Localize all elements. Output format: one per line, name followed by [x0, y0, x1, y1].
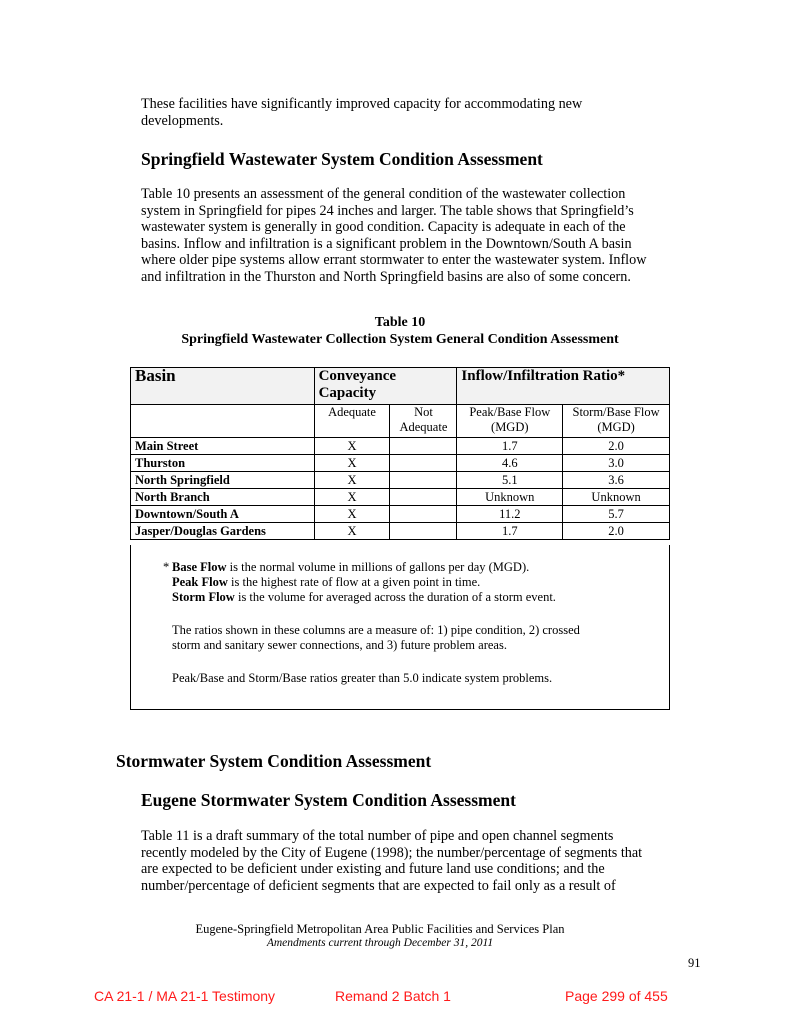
- header-conveyance-capacity: Conveyance Capacity: [314, 368, 457, 405]
- cell-storm-base: 3.0: [563, 455, 670, 472]
- table-notes: [130, 545, 670, 710]
- cell-adequate: X: [314, 438, 390, 455]
- def-storm-flow: is the volume for averaged across the duration of a storm event.: [234, 590, 556, 604]
- condition-assessment-table: [130, 367, 670, 540]
- paragraph-line: Table 11 is a draft summary of the total number of pipe and open channel segments: [141, 828, 614, 844]
- table-row: [131, 489, 670, 506]
- table-row: [131, 506, 670, 523]
- cell-not-adequate: [390, 455, 457, 472]
- paragraph-line: system in Springfield for pipes 24 inches and larger. The table shows that Springfield’s: [141, 202, 634, 219]
- subheader-blank: [131, 405, 315, 438]
- table-row: [131, 523, 670, 540]
- paragraph-line: number/percentage of deficient segments that are expected to fail only as a result of: [141, 877, 616, 894]
- cell-peak-base: 11.2: [457, 506, 563, 523]
- note-storm-flow: [172, 590, 662, 605]
- table-subheader-row: [131, 405, 670, 438]
- term-storm-flow: Storm Flow: [172, 590, 235, 604]
- footer-plan-title: Eugene-Springfield Metropolitan Area Public Facilities and Services Plan: [195, 922, 565, 936]
- cell-peak-base: 4.6: [457, 455, 563, 472]
- page-number: 91: [688, 956, 701, 970]
- eugene-paragraph: [141, 828, 711, 894]
- term-peak-flow: Peak Flow: [172, 575, 228, 589]
- cell-adequate: X: [314, 472, 390, 489]
- subheader-storm-base: Storm/Base Flow (MGD): [563, 405, 670, 438]
- cell-basin: Thurston: [131, 455, 315, 472]
- cell-adequate: X: [314, 506, 390, 523]
- stamp-page-count: Page 299 of 455: [565, 988, 668, 1004]
- subheader-peak-base: Peak/Base Flow (MGD): [457, 405, 563, 438]
- paragraph-line: Table 10 presents an assessment of the general condition of the wastewater collection: [141, 186, 626, 202]
- cell-basin: Downtown/South A: [131, 506, 315, 523]
- intro-line: These facilities have significantly improved capacity for accommodating new: [141, 96, 583, 112]
- note-peak-flow: [172, 575, 662, 590]
- cell-adequate: X: [314, 523, 390, 540]
- cell-peak-base: 1.7: [457, 438, 563, 455]
- springfield-paragraph: [141, 186, 711, 285]
- stamp-batch: Remand 2 Batch 1: [335, 988, 451, 1004]
- cell-basin: Jasper/Douglas Gardens: [131, 523, 315, 540]
- table-row: [131, 438, 670, 455]
- cell-not-adequate: [390, 523, 457, 540]
- def-peak-flow: is the highest rate of flow at a given point in time.: [227, 575, 481, 589]
- cell-peak-base: Unknown: [457, 489, 563, 506]
- intro-paragraph: [141, 96, 701, 129]
- cell-basin: North Springfield: [131, 472, 315, 489]
- subheader-not-adequate: Not Adequate: [390, 405, 457, 438]
- paragraph-line: basins. Inflow and infiltration is a significant problem in the Downtown/South A basin: [141, 235, 632, 252]
- cell-basin: North Branch: [131, 489, 315, 506]
- paragraph-line: wastewater system is generally in good condition. Capacity is adequate in each of the: [141, 219, 626, 235]
- footer-amendments: Amendments current through December 31, 2011: [266, 937, 494, 949]
- cell-basin: Main Street: [131, 438, 315, 455]
- note-ratios-line: storm and sanitary sewer connections, and 3) future problem areas.: [172, 638, 507, 652]
- stamp-testimony: CA 21-1 / MA 21-1 Testimony: [94, 988, 276, 1004]
- paragraph-line: recently modeled by the City of Eugene (1998); the number/percentage of segments that: [141, 844, 643, 861]
- note-threshold: Peak/Base and Storm/Base ratios greater than 5.0 indicate system problems.: [172, 671, 553, 685]
- cell-storm-base: 2.0: [563, 523, 670, 540]
- table-caption: [130, 315, 670, 348]
- section-heading-stormwater: Stormwater System Condition Assessment: [116, 751, 432, 771]
- cell-not-adequate: [390, 438, 457, 455]
- cell-storm-base: 2.0: [563, 438, 670, 455]
- note-base-flow: [172, 560, 662, 575]
- subheader-adequate: Adequate: [314, 405, 390, 438]
- table-row: [131, 472, 670, 489]
- paragraph-line: and infiltration in the Thurston and North Springfield basins are also of some concern.: [141, 268, 631, 285]
- header-basin: Basin: [131, 368, 315, 405]
- table-header-row: [131, 368, 670, 405]
- cell-not-adequate: [390, 472, 457, 489]
- cell-storm-base: 5.7: [563, 506, 670, 523]
- cell-adequate: X: [314, 455, 390, 472]
- cell-storm-base: Unknown: [563, 489, 670, 506]
- paragraph-line: are expected to be deficient under existing and future land use conditions; and the: [141, 861, 605, 877]
- cell-peak-base: 5.1: [457, 472, 563, 489]
- cell-peak-base: 1.7: [457, 523, 563, 540]
- intro-line: developments.: [141, 112, 224, 129]
- table-row: [131, 455, 670, 472]
- cell-not-adequate: [390, 489, 457, 506]
- note-ratios-line: The ratios shown in these columns are a measure of: 1) pipe condition, 2) crossed: [172, 623, 580, 637]
- header-inflow-infiltration-ratio: Inflow/Infiltration Ratio*: [457, 368, 670, 405]
- cell-adequate: X: [314, 489, 390, 506]
- cell-not-adequate: [390, 506, 457, 523]
- def-base-flow: is the normal volume in millions of gallons per day (MGD).: [226, 560, 530, 574]
- table-title: Springfield Wastewater Collection System General Condition Assessment: [181, 331, 619, 347]
- section-heading-springfield: Springfield Wastewater System Condition Assessment: [141, 149, 543, 169]
- footnote-marker: *: [163, 560, 170, 574]
- paragraph-line: where older pipe systems allow errant stormwater to enter the wastewater system. Inflow: [141, 252, 647, 268]
- term-base-flow: Base Flow: [172, 560, 227, 574]
- table-number: Table 10: [374, 315, 426, 330]
- cell-storm-base: 3.6: [563, 472, 670, 489]
- subsection-heading-eugene: Eugene Stormwater System Condition Assessment: [141, 790, 516, 810]
